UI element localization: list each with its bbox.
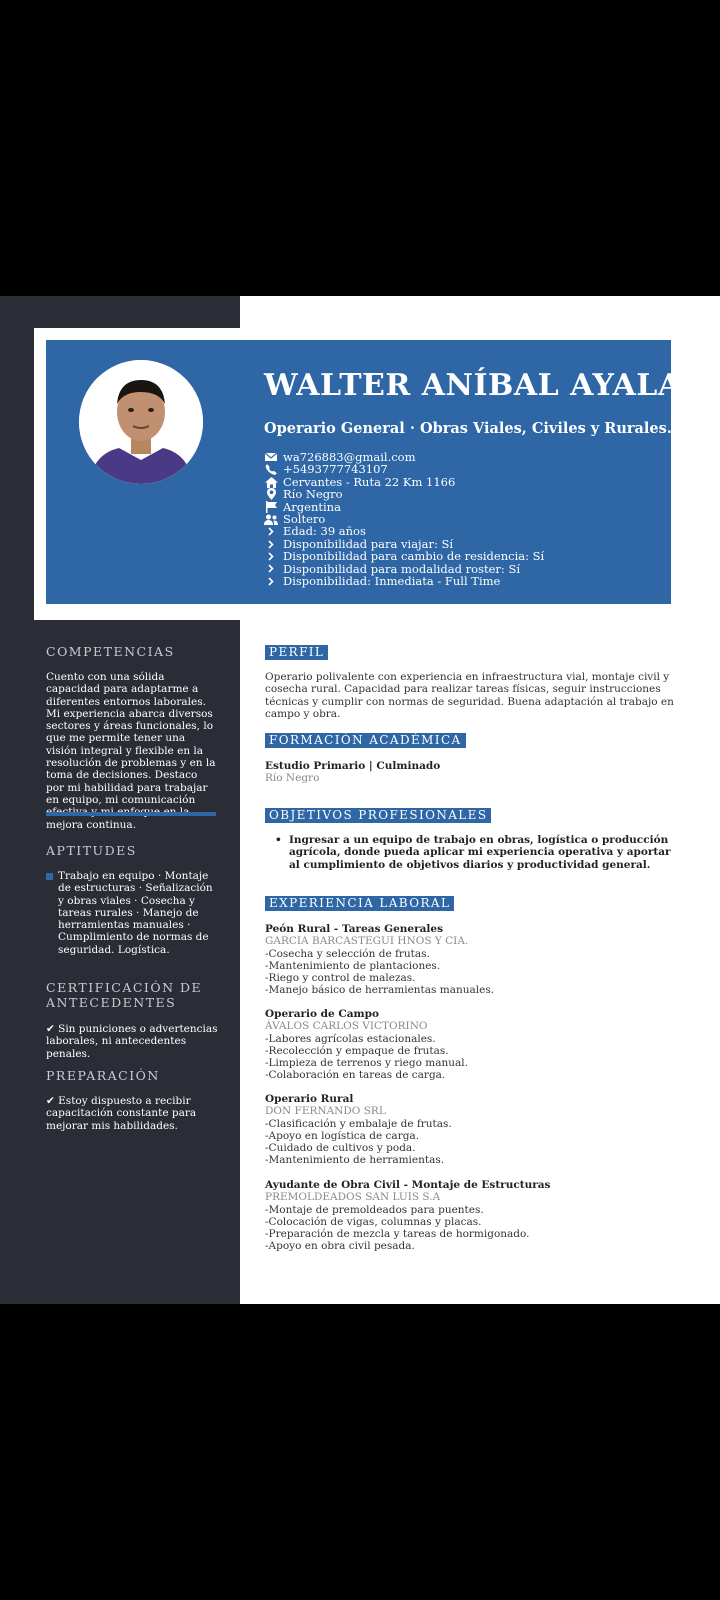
email-icon [264, 451, 278, 463]
objetivos-title: OBJETIVOS PROFESIONALES [265, 808, 491, 823]
contact-list [264, 451, 544, 587]
job-task: -Cuidado de cultivos y poda. [265, 1142, 416, 1155]
job-title: Operario Rural [265, 1093, 354, 1105]
job-task: -Clasificación y embalaje de frutas. [265, 1117, 452, 1130]
chevron-right-icon [264, 550, 278, 562]
competencias-text: Cuento con una sólida capacidad para adaptarme a diferentes entornos laborales. Mi experiencia abarca diversos sectores y áreas funcionales, lo que me permite tener una visión integral y flexible en la resolución de problemas y en la toma de decisiones. Destaco por mi habilidad para trabajar en equipo, mi comunicación mejora continua. [46, 671, 216, 831]
info-age [264, 525, 544, 537]
job-task: -Mantenimiento de plantaciones. [265, 959, 441, 972]
competencias-divider [46, 812, 216, 816]
resume-page [0, 296, 720, 1304]
formacion-degree: Estudio Primario | Culminado [265, 760, 441, 772]
users-icon [264, 513, 278, 525]
perfil-text: Operario polivalente con experiencia en infraestructura vial, montaje civil y cosecha rural. Capacidad para realizar tareas físicas, seguir instrucciones técnicas y cumplir con normas de seguridad. Buena adaptación al trabajo en campo y obra. [265, 671, 674, 720]
phone-icon [264, 464, 278, 476]
preparacion-text: ✔ Estoy dispuesto a recibir capacitación constante para mejorar mis habilidades. [46, 1095, 197, 1132]
job-task: -Riego y control de malezas. [265, 972, 416, 985]
chevron-right-icon [264, 575, 278, 587]
chevron-right-icon [264, 526, 278, 538]
contact-phone [264, 463, 544, 475]
home-icon [264, 476, 278, 488]
location-pin-icon [264, 488, 278, 500]
job-task: -Colaboración en tareas de carga. [265, 1069, 446, 1082]
formacion-title: FORMACIÓN ACADÉMICA [265, 733, 466, 748]
job-company: PREMOLDEADOS SAN LUIS S.A [265, 1191, 441, 1204]
job-task: -Recolección y empaque de frutas. [265, 1044, 449, 1057]
preparacion-title: PREPARACIÓN [46, 1068, 160, 1083]
contact-text: wa726883@gmail.com [283, 450, 416, 464]
perfil-title: PERFIL [265, 645, 328, 660]
objetivos-text: Ingresar a un equipo de trabajo en obras, logística o producción agrícola, donde pueda aplicar mi experiencia operativa y aportar al cumplimiento de objetivos diarios y productividad general. [289, 834, 671, 871]
aptitudes-block [46, 870, 218, 956]
flag-icon [264, 501, 278, 513]
candidate-role: Operario General · Obras Viales, Civiles y Rurales. [264, 420, 672, 437]
certificacion-title: CERTIFICACIÓN DE ANTECEDENTES [46, 980, 203, 1010]
job-task: -Cosecha y selección de frutas. [265, 947, 430, 960]
formacion-place: Río Negro [265, 772, 320, 784]
job-task: -Limpieza de terrenos y riego manual. [265, 1057, 468, 1070]
candidate-name: WALTER ANÍBAL AYALA [264, 368, 682, 403]
job-entry [265, 923, 685, 997]
experiencia-title: EXPERIENCIA LABORAL [265, 896, 454, 911]
certificacion-text: ✔ Sin puniciones o advertencias laborales, ni antecedentes penales. [46, 1023, 218, 1060]
chevron-right-icon [264, 563, 278, 575]
info-text: Disponibilidad para modalidad roster: Sí [283, 561, 520, 576]
aptitudes-title: APTITUDES [46, 843, 137, 858]
job-task: -Apoyo en obra civil pesada. [265, 1240, 415, 1253]
info-relocation [264, 550, 544, 562]
bullet-dot-icon: • [275, 834, 282, 846]
job-entry [265, 1093, 685, 1167]
info-text: Disponibilidad para cambio de residencia: Sí [283, 549, 545, 564]
job-title: Operario de Campo [265, 1008, 379, 1020]
job-entry [265, 1008, 685, 1082]
job-title: Ayudante de Obra Civil - Montaje de Estructuras [265, 1179, 551, 1191]
contact-province [264, 488, 544, 500]
bullet-square-icon [46, 873, 53, 880]
competencias-title: COMPETENCIAS [46, 644, 175, 659]
job-company: ÁVALOS CARLOS VICTORINO [265, 1020, 428, 1033]
info-text: Disponibilidad para viajar: Sí [283, 536, 454, 551]
job-task: -Apoyo en logística de carga. [265, 1129, 420, 1142]
job-task: -Labores agrícolas estacionales. [265, 1032, 436, 1045]
info-text: Disponibilidad: Inmediata - Full Time [283, 574, 501, 589]
contact-text: Río Negro [283, 487, 343, 502]
header-banner [46, 340, 682, 604]
chevron-right-icon [264, 538, 278, 550]
job-company: GARCIA BARCASTEGUI HNOS Y CIA. [265, 935, 469, 948]
info-availability [264, 575, 544, 587]
info-text: Edad: 39 años [283, 524, 366, 539]
contact-text: Cervantes - Ruta 22 Km 1166 [283, 474, 456, 489]
job-task: -Manejo básico de herramientas manuales. [265, 984, 495, 997]
contact-text: +5493777743107 [283, 462, 388, 477]
job-task: -Mantenimiento de herramientas. [265, 1154, 445, 1167]
profile-photo [79, 360, 203, 484]
aptitudes-text: Trabajo en equipo · Montaje de estructuras · Señalización y obras viales · Cosecha y tareas rurales · Manejo de herramientas manuales · Cumplimiento de normas de seguridad. Logística. [58, 870, 213, 956]
contact-text: Soltero [283, 512, 326, 527]
job-company: DON FERNANDO SRL [265, 1105, 386, 1118]
job-task: -Preparación de mezcla y tareas de hormigonado. [265, 1228, 530, 1241]
job-entry [265, 1179, 685, 1253]
job-task: -Colocación de vigas, columnas y placas. [265, 1215, 482, 1228]
contact-text: Argentina [283, 499, 341, 514]
objetivos-block [275, 834, 675, 871]
job-task: -Montaje de premoldeados para puentes. [265, 1203, 484, 1216]
job-title: Peón Rural - Tareas Generales [265, 923, 444, 935]
